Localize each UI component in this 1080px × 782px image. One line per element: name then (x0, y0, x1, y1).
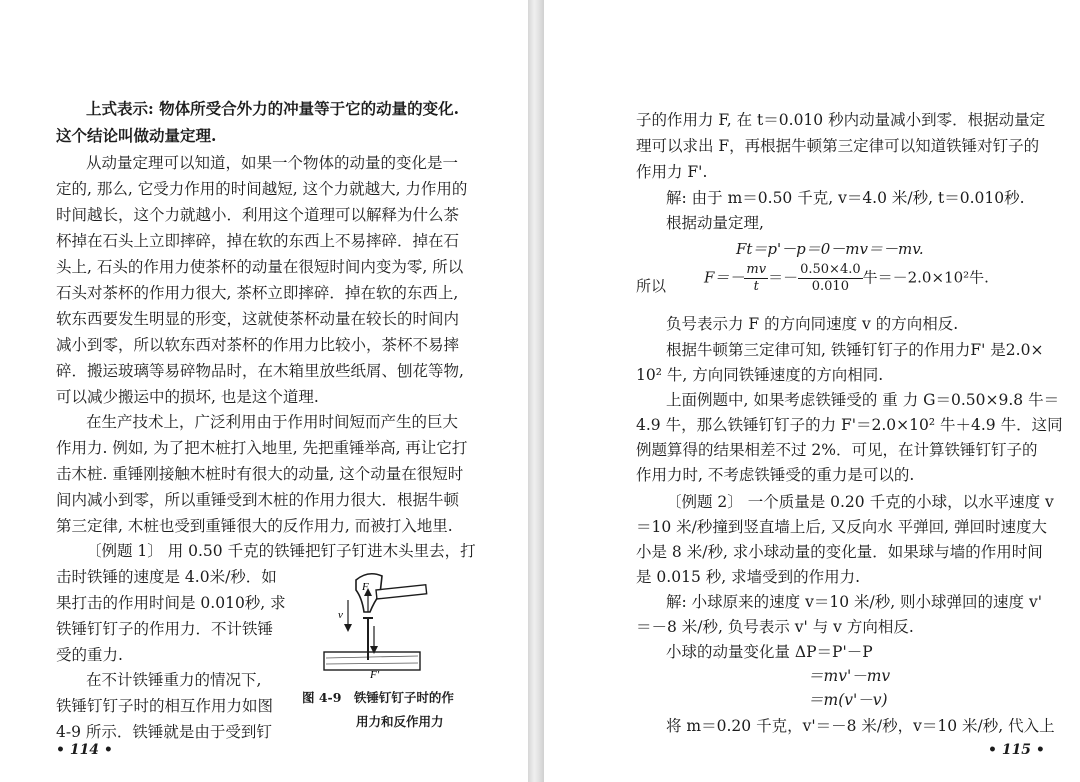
text-line: 〔例题 2〕 一个质量是 0.20 千克的小球，以水平速度 v (666, 493, 1054, 511)
book-gutter (528, 0, 544, 782)
text-line: 将 m＝0.20 千克，v'＝－8 米/秒，v＝10 米/秒, 代入上 (666, 717, 1055, 735)
fraction-numerator: 0.50×4.0 (800, 262, 861, 277)
text-line: 这个结论叫做动量定理. (56, 126, 217, 145)
text-line: 果打击的作用时间是 0.010秒, 求 (56, 594, 286, 612)
text-line: 上面例题中, 如果考虑铁锤受的 重 力 G＝0.50×9.8 牛＝ (666, 391, 1060, 409)
force-equation (704, 262, 989, 295)
figure-caption-line-1: 图 4-9 铁锤钉钉子时的作 (302, 690, 454, 705)
text-line: 杯掉在石头上立即摔碎，掉在软的东西上不易摔碎．掉在石 (56, 232, 460, 250)
text-line: 在不计铁锤重力的情况下, (86, 671, 262, 689)
text-line: 作用力. 例如, 为了把木桩打入地里, 先把重锤举高, 再让它打 (56, 439, 468, 457)
page-number: • 115 • (988, 742, 1045, 758)
text-line: 击木桩. 重锤刚接触木桩时有很大的动量, 这个动量在很短时 (56, 465, 464, 483)
text-line: 4.9 牛，那么铁锤钉钉子的力 F'＝2.0×10² 牛＋4.9 牛．这同 (636, 416, 1063, 434)
text-line: ＝－8 米/秒, 负号表示 v' 与 v 方向相反. (636, 618, 914, 636)
fraction-denominator: 0.010 (811, 279, 849, 294)
text-line: 间内减小到零，所以重锤受到木桩的作用力很大．根据牛顿 (56, 491, 460, 509)
fraction-denominator: t (753, 279, 759, 294)
text-line: 作用力时, 不考虑铁锤受的重力是可以的. (636, 466, 915, 484)
text-line: 击时铁锤的速度是 4.0米/秒．如 (56, 568, 277, 586)
force-lhs: F＝－ (704, 268, 745, 287)
text-line: 是 0.015 秒, 求墙受到的作用力. (636, 568, 861, 586)
text-line: 从动量定理可以知道，如果一个物体的动量的变化是一 (86, 154, 459, 172)
text-line: ＝m(v'－v) (808, 691, 888, 709)
left-page (0, 0, 528, 782)
hammer-nail-figure (318, 568, 434, 680)
text-line: 铁锤钉钉子的作用力．不计铁锤 (56, 620, 274, 638)
reaction-force-label: F' (370, 669, 380, 680)
text-line: 时间越长，这个力就越小．利用这个道理可以解释为什么茶 (56, 206, 460, 224)
text-line: 第三定律, 木桩也受到重锤很大的反作用力, 而被打入地里. (56, 517, 453, 535)
text-line: 石头对茶杯的作用力很大, 茶杯立即摔碎．掉在软的东西上, (56, 284, 459, 302)
text-line: 铁锤钉钉子时的相互作用力如图 (56, 697, 274, 715)
so-label: 所以 (636, 277, 667, 295)
text-line: 负号表示力 F 的方向同速度 v 的方向相反. (666, 315, 959, 333)
text-line: 碎．搬运玻璃等易碎物品时，在木箱里放些纸屑、刨花等物, (56, 362, 464, 380)
page-number: • 114 • (56, 742, 113, 758)
text-line: 理可以求出 F，再根据牛顿第三定律可以知道铁锤对钉子的 (636, 137, 1040, 155)
velocity-label: v (338, 609, 343, 621)
figure-caption-line-2: 用力和反作用力 (356, 714, 444, 729)
momentum-equation: Ft＝p'－p＝0－mv＝－mv. (736, 240, 924, 258)
text-line: 软东西要发生明显的形变，这就使茶杯动量在较长的时间内 (56, 310, 460, 328)
text-line: 解: 小球原来的速度 v＝10 米/秒, 则小球弹回的速度 v' (666, 593, 1043, 611)
text-line: 上式表示: 物体所受合外力的冲量等于它的动量的变化. (86, 99, 460, 118)
text-line: 小是 8 米/秒, 求小球动量的变化量．如果球与墙的作用时间 (636, 543, 1043, 561)
text-line: 受的重力. (56, 646, 123, 664)
text-line: 〔例题 1〕 用 0.50 千克的铁锤把钉子钉进木头里去，打 (86, 542, 476, 560)
equals-minus: ＝－ (768, 268, 799, 287)
text-line: 定的, 那么, 它受力作用的时间越短, 这个力就越大, 力作用的 (56, 180, 468, 198)
text-line: 根据牛顿第三定律可知, 铁锤钉钉子的作用力F' 是2.0× (666, 341, 1044, 359)
text-line: 例题算得的结果相差不过 2%．可见，在计算铁锤钉钉子的 (636, 441, 1038, 459)
text-line: 子的作用力 F, 在 t＝0.010 秒内动量减小到零．根据动量定 (636, 111, 1046, 129)
text-line: 可以减少搬运中的损坏, 也是这个道理. (56, 388, 319, 406)
fraction-numerator: mv (746, 262, 767, 277)
text-line: 10² 牛, 方向同铁锤速度的方向相同. (636, 366, 884, 384)
text-line: 在生产技术上，广泛利用由于作用时间短而产生的巨大 (86, 413, 459, 431)
text-line: 根据动量定理, (666, 214, 764, 232)
fraction-mv-t (744, 262, 768, 295)
right-page (544, 0, 1080, 782)
text-line: 小球的动量变化量 ΔP＝P'－P (666, 643, 873, 661)
text-line: 头上, 石头的作用力使茶杯的动量在很短时间内变为零, 所以 (56, 258, 464, 276)
text-line: ＝10 米/秒撞到竖直墙上后, 又反向水 平弹回, 弹回时速度大 (636, 518, 1048, 536)
force-result: 牛＝－2.0×10²牛. (862, 268, 989, 287)
text-line: 4-9 所示．铁锤就是由于受到钉 (56, 723, 272, 741)
text-line: 解: 由于 m＝0.50 千克, v＝4.0 米/秒, t＝0.010秒. (666, 189, 1025, 207)
text-line: 作用力 F'. (636, 163, 708, 181)
text-line: 减小到零，所以软东西对茶杯的作用力比较小，茶杯不易摔 (56, 336, 460, 354)
fraction-values (798, 262, 863, 295)
text-line: ＝mv'－mv (808, 667, 891, 685)
force-label: F (362, 581, 369, 593)
